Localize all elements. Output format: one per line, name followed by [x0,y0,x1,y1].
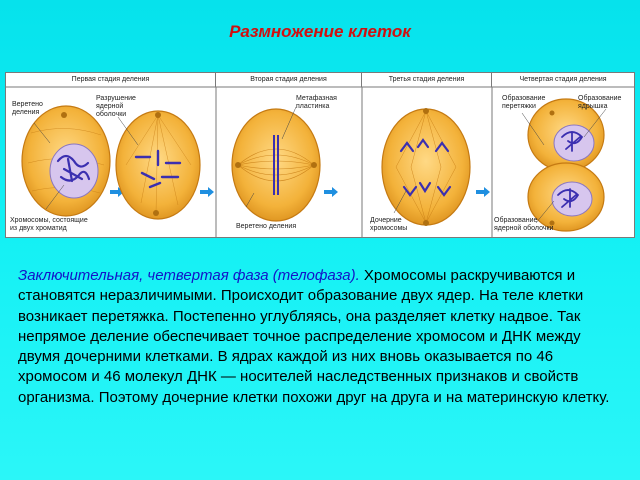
stage-header-4: Четвертая стадия деления [519,76,607,83]
stage-header-2: Вторая стадия деления [216,73,362,87]
description-paragraph [18,266,626,408]
arrow-2 [200,187,214,197]
label-constriction-formation: Образование перетяжки [502,95,546,110]
stage-header-3: Третья стадия деления [362,73,492,87]
label-chromosomes-two-chromatids: Хромосомы, состоящие из двух хроматид [10,217,88,232]
page-title: Размножение клеток [229,22,411,41]
label-daughter-chromosomes: Дочерние хромосомы [370,217,408,232]
prophase-cell-2 [116,111,200,219]
metaphase-cell [232,109,320,221]
arrow-3 [324,187,338,197]
telophase-heading: Заключительная, четвертая фаза (телофаза). [18,267,360,284]
cell-division-figure [5,72,635,238]
anaphase-cell [382,108,470,226]
arrow-4 [476,187,490,197]
prophase-cell-1 [22,106,110,216]
label-spindle: Веретено деления [12,101,43,116]
label-nucleolus-formation: Образование ядрышка [578,95,622,110]
label-envelope-breakdown: Разрушение ядерной оболочки [96,95,136,118]
label-metaphase-plate: Метафазная пластинка [296,95,337,110]
label-spindle-division: Веретено деления [236,223,297,230]
stage-header-1: Первая стадия деления [6,73,216,87]
label-nuclear-envelope-formation: Образование ядерной оболочки [494,217,554,232]
telophase-description: Хромосомы раскручиваются и становятся неразличимыми. Происходит образование двух ядер. На теле клетки возникает перетяжка. Постепенно углубляясь, она разделяет клетку надвое. Так непрямое деление обеспечивает точное распределение хромосом и ДНК между двумя дочерними клетками. В ядрах каждой из них вновь оказывается по 46 хромосом и 46 молекул ДНК — носителей наследственных признаков и свойств организма. Поэтому дочерние клетки похожи друг на друга и на материнскую клетку. [18,267,610,406]
